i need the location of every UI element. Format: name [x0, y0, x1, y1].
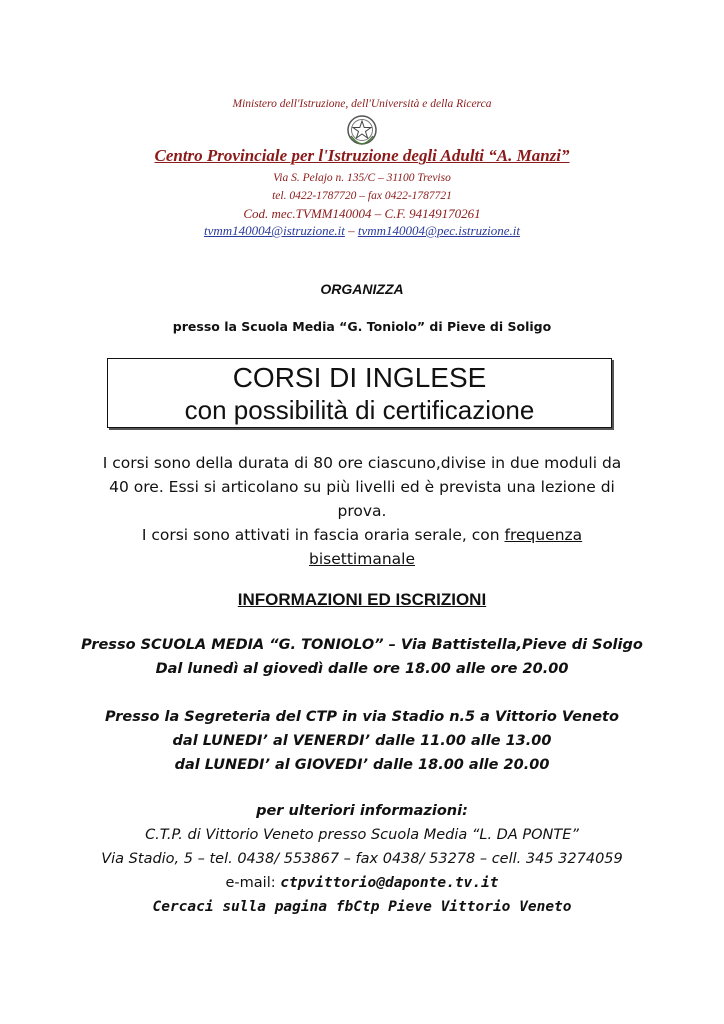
description-line: I corsi sono della durata di 80 ore ciascuno,divise in due moduli da	[102, 454, 622, 472]
location-segreteria	[0, 705, 724, 777]
course-subtitle: con possibilità di certificazione	[184, 395, 535, 425]
course-description	[0, 451, 724, 571]
emblem-container	[0, 114, 724, 148]
email-contact-line	[0, 871, 724, 895]
email-separator: –	[344, 223, 358, 238]
info-registration-heading: INFORMAZIONI ED ISCRIZIONI	[237, 590, 487, 609]
location-address: Presso la Segreteria del CTP in via Stadio n.5 a Vittorio Veneto	[105, 709, 619, 725]
email-pec-link[interactable]: tvmm140004@pec.istruzione.it	[357, 223, 521, 238]
presso-scuola-line: presso la Scuola Media “G. Toniolo” di Pieve di Soligo	[172, 319, 552, 334]
phone-fax-line: tel. 0422-1787720 – fax 0422-1787721	[272, 190, 452, 202]
course-title: CORSI DI INGLESE	[232, 362, 487, 393]
course-title-box	[107, 358, 612, 428]
phones-line: Via Stadio, 5 – tel. 0438/ 553867 – fax 0438/ 53278 – cell. 345 3274059	[101, 851, 623, 867]
location-hours: Dal lunedì al giovedì dalle ore 18.00 alle ore 20.00	[155, 661, 569, 677]
description-text: I corsi sono attivati in fascia oraria serale, con	[141, 526, 505, 544]
ctp-line: C.T.P. di Vittorio Veneto presso Scuola Media “L. DA PONTE”	[145, 827, 579, 843]
biweekly-underlined: bisettimanale	[309, 550, 415, 568]
email-label: e-mail:	[225, 875, 281, 891]
location-toniolo	[0, 633, 724, 681]
ministry-name: Ministero dell'Istruzione, dell'Università e della Ricerca	[232, 98, 492, 110]
italian-republic-emblem-icon	[346, 114, 378, 146]
location-hours: dal LUNEDI’ al VENERDI’ dalle 11.00 alle 13.00	[172, 733, 552, 749]
frequency-underlined: frequenza	[504, 526, 583, 544]
email-line	[0, 223, 724, 239]
description-line: 40 ore. Essi si articolano su più livelli ed è prevista una lezione di	[109, 478, 615, 496]
contacts-section	[0, 799, 724, 919]
address-line: Via S. Pelajo n. 135/C – 31100 Treviso	[273, 172, 451, 184]
email-istruzione-link[interactable]: tvmm140004@istruzione.it	[203, 223, 345, 238]
centro-provinciale-title: Centro Provinciale per l'Istruzione degli Adulti “A. Manzi”	[154, 146, 570, 165]
location-address: Presso SCUOLA MEDIA “G. TONIOLO” – Via Battistella,Pieve di Soligo	[81, 637, 643, 653]
contacts-heading: per ulteriori informazioni:	[256, 803, 468, 819]
location-hours: dal LUNEDI’ al GIOVEDI’ dalle 18.00 alle 20.00	[174, 757, 550, 773]
description-line: prova.	[337, 502, 387, 520]
facebook-line: Cercaci sulla pagina fbCtp Pieve Vittorio Veneto	[152, 899, 572, 915]
organizza-heading: ORGANIZZA	[320, 281, 404, 297]
description-line	[0, 523, 724, 547]
contact-email-link[interactable]: ctpvittorio@daponte.tv.it	[280, 875, 499, 891]
cod-mec-line: Cod. mec.TVMM140004 – C.F. 94149170261	[243, 206, 481, 221]
